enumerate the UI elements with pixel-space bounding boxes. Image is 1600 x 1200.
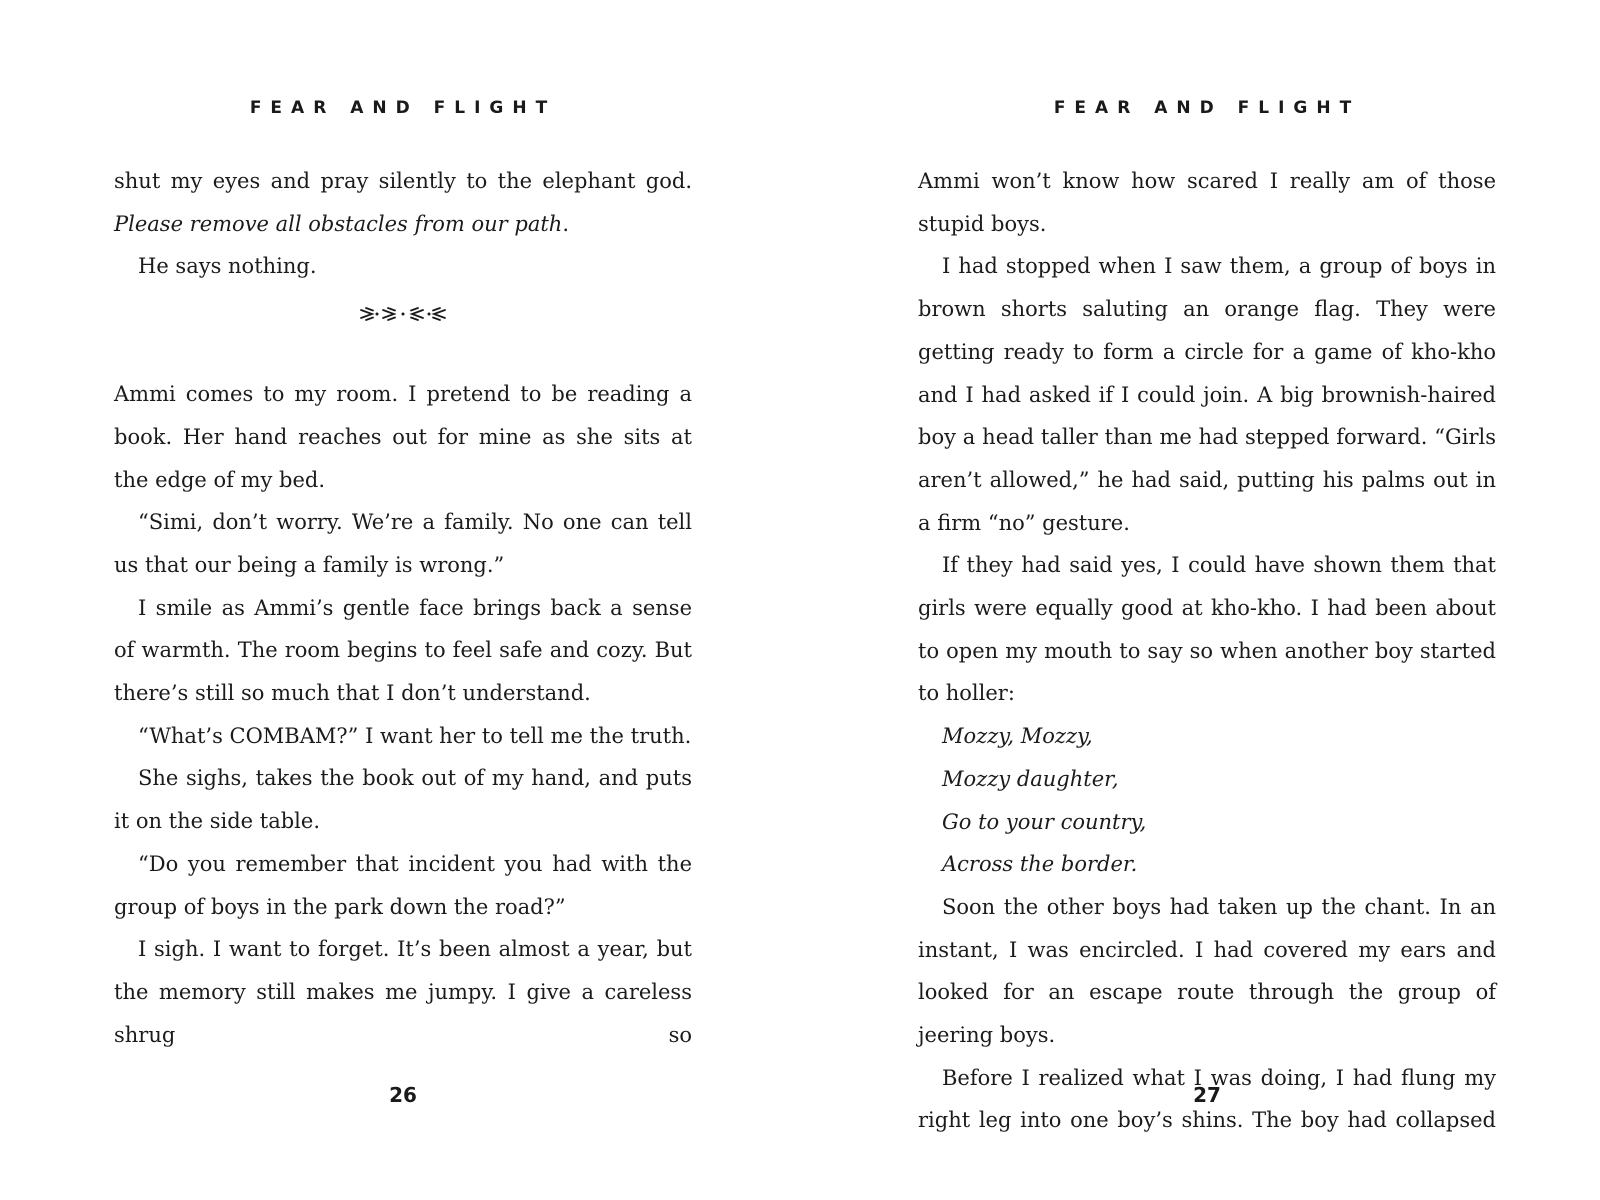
paragraph: He says nothing.	[138, 254, 317, 279]
body-text	[114, 160, 692, 1056]
section-break	[114, 288, 692, 373]
paragraph: “What’s COMBAM?” I want her to tell me the truth.	[138, 723, 692, 748]
section-break-ornament-icon	[358, 304, 448, 326]
paragraph: “Simi, don’t worry. We’re a family. No one can tell us that our being a family is wrong.”	[114, 510, 692, 577]
paragraph: She sighs, takes the book out of my hand, and puts it on the side table.	[114, 766, 692, 834]
running-head: FEAR AND FLIGHT	[1053, 98, 1361, 118]
running-head: FEAR AND FLIGHT	[249, 98, 557, 118]
paragraph: Ammi comes to my room. I pretend to be reading a book. Her hand reaches out for mine as she sits at the edge of my bed.	[114, 382, 692, 492]
paragraph: I had stopped when I saw them, a group of boys in brown shorts saluting an orange flag. They were getting ready to form a circle for a game of kho-kho and I had asked if I could join. A big brownish-haired boy a head taller than me had stepped forward. “Girls aren’t allowed,” he had said, putting his palms out in a firm “no” gesture.	[918, 254, 1496, 535]
paragraph	[114, 160, 692, 245]
verse-line: Across the border.	[942, 852, 1138, 877]
left-page	[114, 0, 692, 1200]
verse-line: Mozzy, Mozzy,	[942, 724, 1093, 749]
italic-prayer: Please remove all obstacles from our path	[114, 211, 563, 236]
paragraph: Before I realized what I was doing, I had flung my right leg into one boy’s shins. The boy had collapsed	[918, 1065, 1496, 1133]
paragraph: I smile as Ammi’s gentle face brings back a sense of warmth. The room begins to feel safe and cozy. But there’s still so much that I don’t understand.	[114, 595, 692, 706]
right-page	[918, 0, 1496, 1200]
paragraph: Ammi won’t know how scared I really am of those stupid boys.	[918, 169, 1496, 236]
paragraph: Soon the other boys had taken up the chant. In an instant, I was encircled. I had covered my ears and looked for an escape route through the group of jeering boys.	[918, 894, 1496, 1048]
page-number: 26	[389, 1083, 417, 1107]
body-text	[918, 160, 1496, 1142]
paragraph-text: shut my eyes and pray silently to the elephant god.	[114, 169, 692, 193]
paragraph: If they had said yes, I could have shown them that girls were equally good at kho-kho. I had been about to open my mouth to say so when another boy started to holler:	[918, 553, 1496, 706]
paragraph-end: .	[562, 211, 570, 236]
paragraph: I sigh. I want to forget. It’s been almost a year, but the memory still makes me jumpy. I give a careless shrug so	[114, 937, 692, 1047]
page-number: 27	[1193, 1083, 1221, 1107]
verse-line: Mozzy daughter,	[942, 766, 1119, 791]
paragraph: “Do you remember that incident you had with the group of boys in the park down the road?”	[114, 851, 692, 919]
verse-line: Go to your country,	[942, 809, 1147, 834]
